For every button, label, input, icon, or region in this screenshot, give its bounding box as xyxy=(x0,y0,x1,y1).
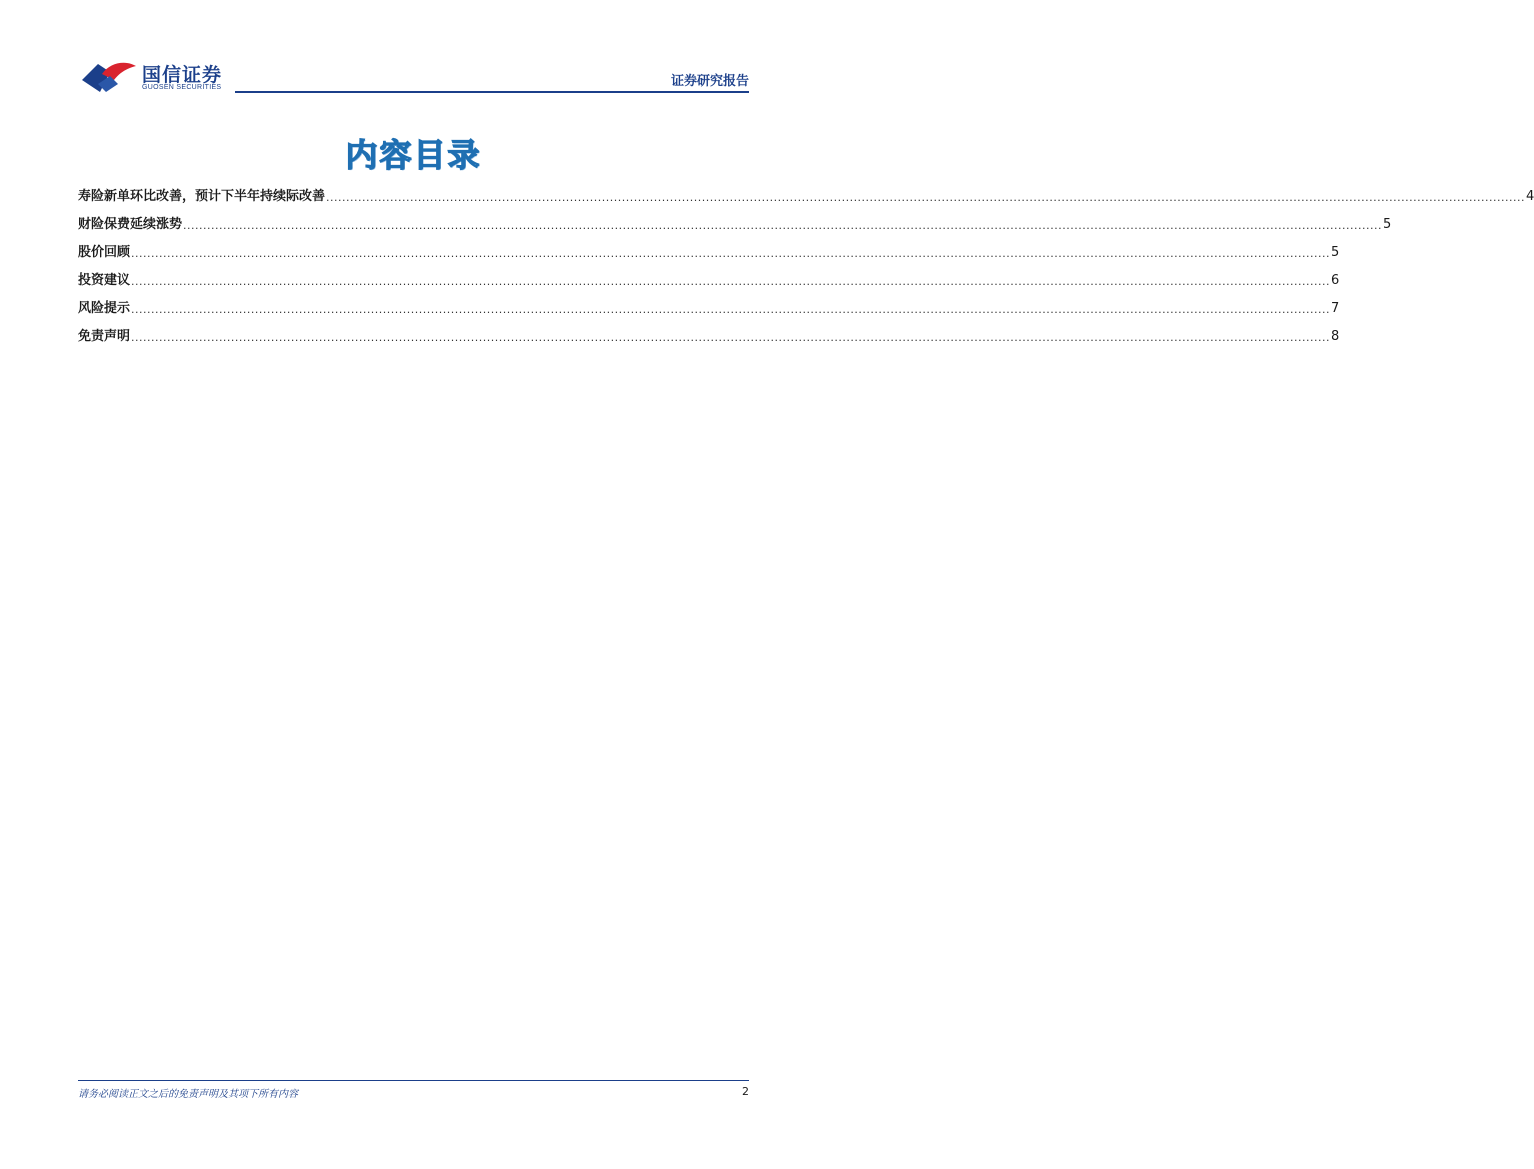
page-number: 2 xyxy=(742,1085,749,1098)
toc-dot-leader: ............................................................................................................................................................................................................................................................................................................ xyxy=(131,247,1330,260)
toc-entry[interactable] xyxy=(78,232,1340,260)
footer-divider xyxy=(78,1080,749,1081)
toc-entry-page[interactable]: 7 xyxy=(1331,301,1340,316)
toc-entry-label[interactable]: 风险提示 xyxy=(78,301,131,316)
toc-entry-label[interactable]: 股价回顾 xyxy=(78,245,131,260)
toc-dot-leader: ............................................................................................................................................................................................................................................................................................................ xyxy=(326,191,1525,204)
toc-entry[interactable] xyxy=(78,288,1340,316)
toc-entry-label[interactable]: 寿险新单环比改善，预计下半年持续际改善 xyxy=(78,189,326,204)
toc-entry-page[interactable]: 4 xyxy=(1526,189,1534,204)
footer-disclaimer: 请务必阅读正文之后的免责声明及其项下所有内容 xyxy=(78,1089,298,1100)
toc-entry[interactable] xyxy=(78,316,1340,344)
toc-dot-leader: ............................................................................................................................................................................................................................................................................................................ xyxy=(131,275,1330,288)
toc-entry-label[interactable]: 免责声明 xyxy=(78,329,131,344)
guosen-logo-icon xyxy=(80,58,138,94)
logo-text-en: GUOSEN SECURITIES xyxy=(142,84,222,91)
toc-dot-leader: ............................................................................................................................................................................................................................................................................................................ xyxy=(183,219,1382,232)
toc-entry-page[interactable]: 6 xyxy=(1331,273,1340,288)
table-of-contents xyxy=(78,176,1534,344)
toc-entry-label[interactable]: 财险保费延续涨势 xyxy=(78,217,183,232)
report-type-label: 证券研究报告 xyxy=(670,74,749,89)
logo-text-cn: 国信证券 xyxy=(142,64,223,86)
toc-entry-page[interactable]: 8 xyxy=(1331,329,1340,344)
toc-entry-label[interactable]: 投资建议 xyxy=(78,273,131,288)
toc-entry-page[interactable]: 5 xyxy=(1331,245,1340,260)
toc-dot-leader: ............................................................................................................................................................................................................................................................................................................ xyxy=(131,303,1330,316)
toc-dot-leader: ............................................................................................................................................................................................................................................................................................................ xyxy=(131,331,1330,344)
toc-entry[interactable] xyxy=(78,260,1340,288)
toc-entry-page[interactable]: 5 xyxy=(1383,217,1392,232)
toc-entry[interactable] xyxy=(78,176,1534,204)
company-logo xyxy=(80,58,240,98)
header-divider xyxy=(235,91,749,93)
toc-entry[interactable] xyxy=(78,204,1392,232)
toc-title: 内容目录 xyxy=(345,136,482,174)
